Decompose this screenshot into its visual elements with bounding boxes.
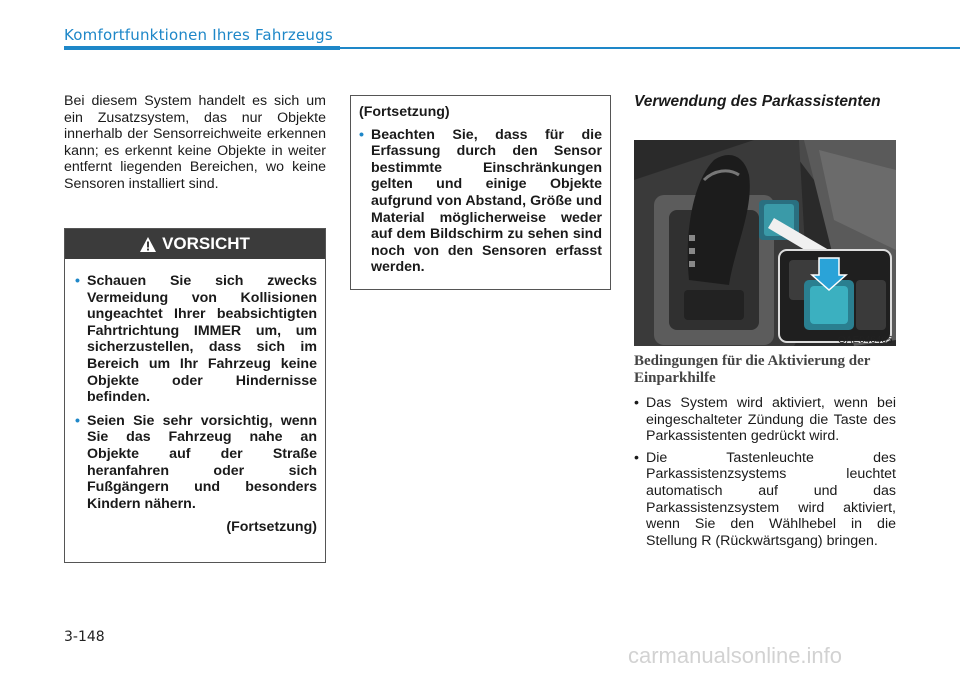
caution-box — [64, 228, 326, 563]
page-header-title: Komfortfunktionen Ihres Fahrzeugs — [64, 26, 333, 44]
header-rule-line — [340, 47, 960, 49]
warning-triangle-icon — [140, 237, 156, 252]
section-title: Verwendung des Parkassistenten — [634, 93, 881, 110]
intro-column — [64, 93, 326, 193]
list-item: • Das System wird aktiviert, wenn bei eingeschalteter Zündung die Taste des Parkassistenten gedrückt wird. — [634, 395, 896, 445]
caution-item: • Beachten Sie, dass für die Erfassung durch den Sensor bestimmte Einschränkungen gelten und einige Objekte aufgrund von Abstand, Größe und Material möglicherweise weder auf dem Bildschirm zu sehen sind noch von den Sensoren erfasst werden. — [359, 126, 602, 276]
caution-header — [65, 229, 325, 259]
gear-shifter-photo — [634, 140, 896, 346]
subsection-title: Bedingungen für die Aktivierung der Einparkhilfe — [634, 353, 871, 386]
continued-caution-box — [350, 95, 611, 290]
caution-title: VORSICHT — [162, 234, 250, 253]
caution-item: • Schauen Sie sich zwecks Vermeidung von Kollisionen ungeachtet Ihrer beabsichtigten Fahrtrichtung IMMER um, um sicherzustellen, dass sich im Bereich um Ihr Fahrzeug keine Objekte oder Hindernisse befinden. — [75, 273, 317, 406]
caution-item: • Seien Sie sehr vorsichtig, wenn Sie das Fahrzeug nahe an Objekte auf der Straße heranfahren oder sich Fußgängern und besonders Kindern nähern. — [75, 412, 317, 512]
condition-list — [634, 395, 896, 554]
page-number: 3-148 — [64, 629, 105, 645]
photo-caption: OAE046405 — [838, 335, 893, 346]
parking-assist-column — [634, 93, 896, 110]
list-item: • Die Tastenleuchte des Parkassistenzsystems leuchtet automatisch auf und das Parkassistenzsystem wird aktiviert, wenn Sie den Wählhebel in die Stellung R (Rückwärtsgang) bringen. — [634, 449, 896, 549]
continued-label: (Fortsetzung) — [226, 519, 317, 536]
continued-heading: (Fortsetzung) — [359, 104, 450, 120]
header-rule — [64, 46, 340, 50]
intro-paragraph: Bei diesem System handelt es sich um ein Zusatzsystem, das nur Objekte innerhalb der Sensorreichweite erkennen kann; es erkennt keine Objekte in weiter entfernt liegenden Bereichen, wo keine Sensoren installiert sind. — [64, 93, 326, 192]
watermark: carmanualsonline.info — [628, 643, 843, 668]
